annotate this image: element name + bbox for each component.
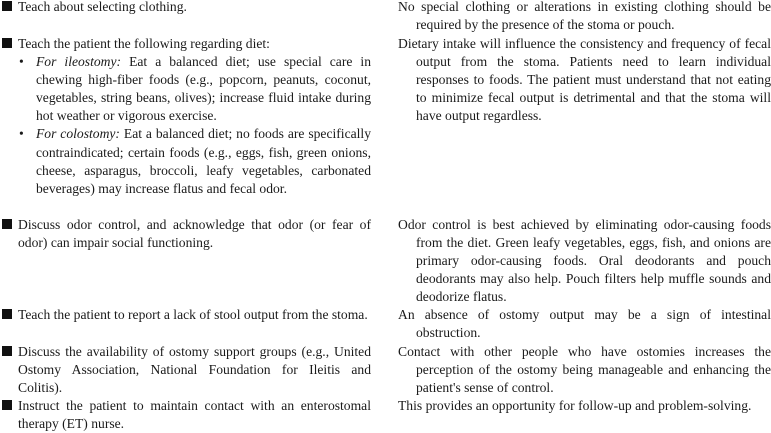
square-bullet-icon [2,1,12,11]
square-bullet-icon [2,38,12,48]
dot-bullet-icon: • [19,54,24,70]
subitem-text: Eat a balanced diet; use special care in chewing high-fiber foods (e.g., popcorn, peanuts, coconut, vegetables, string beans, olives); increase fluid intake during hot weather or vigorous exercise. [36,54,371,124]
subitem-text: Eat a balanced diet; no foods are specifically contraindicated; certain foods (e.g., eggs, fish, green onions, cheese, asparagus, broccoli, leafy vegetables, carbonated beverages) may increase flatus and fecal odor. [36,126,371,196]
rationale-text: This provides an opportunity for follow-up and problem-solving. [398,398,752,413]
intervention-text: Discuss the availability of ostomy support groups (e.g., United Ostomy Association, National Foundation for Ileitis and Colitis). [18,344,371,396]
intervention-item [0,35,371,198]
subitem-label: For ileostomy: [36,54,122,70]
rationale-text: No special clothing or alterations in existing clothing should be required by the presence of the stoma or pouch. [398,0,771,33]
intervention-item [0,216,371,252]
square-bullet-icon [2,400,12,410]
intervention-item [0,397,371,433]
rationale-text: Dietary intake will influence the consistency and frequency of fecal output from the stoma. Patients need to learn individual responses to foods. The patient must understand that not eating to minimize fecal output is detrimental and that the stoma will have output regardless. [398,36,771,124]
intervention-text: Teach the patient to report a lack of stool output from the stoma. [18,307,368,322]
square-bullet-icon [2,346,12,356]
intervention-text: Teach about selecting clothing. [18,0,187,14]
square-bullet-icon [2,309,12,319]
intervention-item [0,0,371,16]
square-bullet-icon [2,219,12,229]
diet-subitem-colostomy [18,125,371,197]
rationale-text: Odor control is best achieved by eliminating odor-causing foods from the diet. Green leafy vegetables, eggs, fish, and onions are primary odor-causing foods. Oral deodorants and pouch deodorants may also help. Pouch filters help muffle sounds and deodorize flatus. [398,217,771,305]
diet-subitem-ileostomy [18,53,371,125]
intervention-text: Discuss odor control, and acknowledge that odor (or fear of odor) can impair social functioning. [18,217,371,251]
subitem-label: For colostomy: [36,126,120,142]
rationale-text: An absence of ostomy output may be a sign of intestinal obstruction. [398,307,771,341]
intervention-text: Teach the patient the following regarding diet: [18,36,270,51]
dot-bullet-icon: • [19,126,24,142]
rationale-text: Contact with other people who have ostomies increases the perception of the ostomy being manageable and enhancing the patient's sense of control. [398,344,771,396]
intervention-item [0,343,371,397]
intervention-item [0,306,371,324]
intervention-text: Instruct the patient to maintain contact with an enterostomal therapy (ET) nurse. [18,398,371,432]
